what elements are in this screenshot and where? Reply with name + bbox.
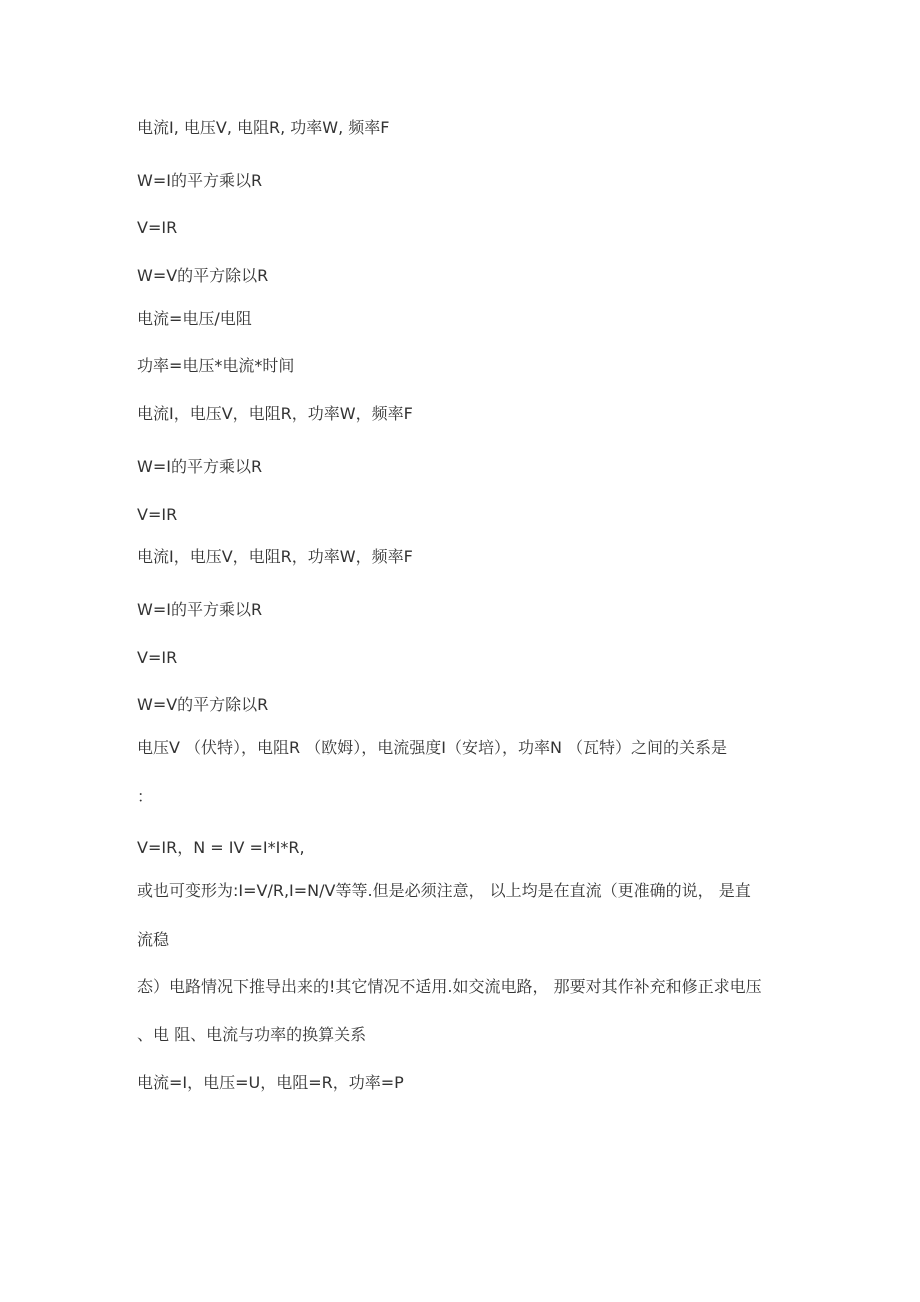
- text-line-2: W=I的平方乘以R: [137, 171, 263, 190]
- text-line-18: 流稳: [137, 930, 170, 949]
- text-line-21: 电流=I，电压=U，电阻=R，功率=P: [137, 1073, 404, 1092]
- text-line-19: 态）电路情况下推导出来的!其它情况不适用.如交流电路， 那要对其作补充和修正求电压: [137, 977, 762, 996]
- text-line-8: W=I的平方乘以R: [137, 457, 263, 476]
- text-line-16: V=IR，N = IV =I*I*R,: [137, 838, 305, 857]
- text-line-3: V=IR: [137, 218, 178, 237]
- text-line-10: 电流I，电压V，电阻R，功率W，频率F: [137, 547, 413, 566]
- text-line-20: 、电 阻、电流与功率的换算关系: [137, 1025, 367, 1044]
- text-line-4: W=V的平方除以R: [137, 266, 269, 285]
- text-line-5: 电流=电压/电阻: [137, 309, 252, 328]
- text-line-17: 或也可变形为:I=V/R,I=N/V等等.但是必须注意， 以上均是在直流（更准确的说， 是直: [137, 881, 751, 900]
- text-line-12: V=IR: [137, 648, 178, 667]
- text-line-11: W=I的平方乘以R: [137, 600, 263, 619]
- text-line-14: 电压V （伏特），电阻R （欧姆），电流强度I（安培），功率N （瓦特）之间的关系是: [137, 738, 728, 757]
- text-line-9: V=IR: [137, 505, 178, 524]
- text-line-1: 电流I, 电压V, 电阻R, 功率W, 频率F: [137, 118, 390, 137]
- text-line-6: 功率=电压*电流*时间: [137, 356, 295, 375]
- text-line-13: W=V的平方除以R: [137, 695, 269, 714]
- text-line-7: 电流I，电压V，电阻R，功率W，频率F: [137, 404, 413, 423]
- text-line-15: ：: [137, 787, 154, 806]
